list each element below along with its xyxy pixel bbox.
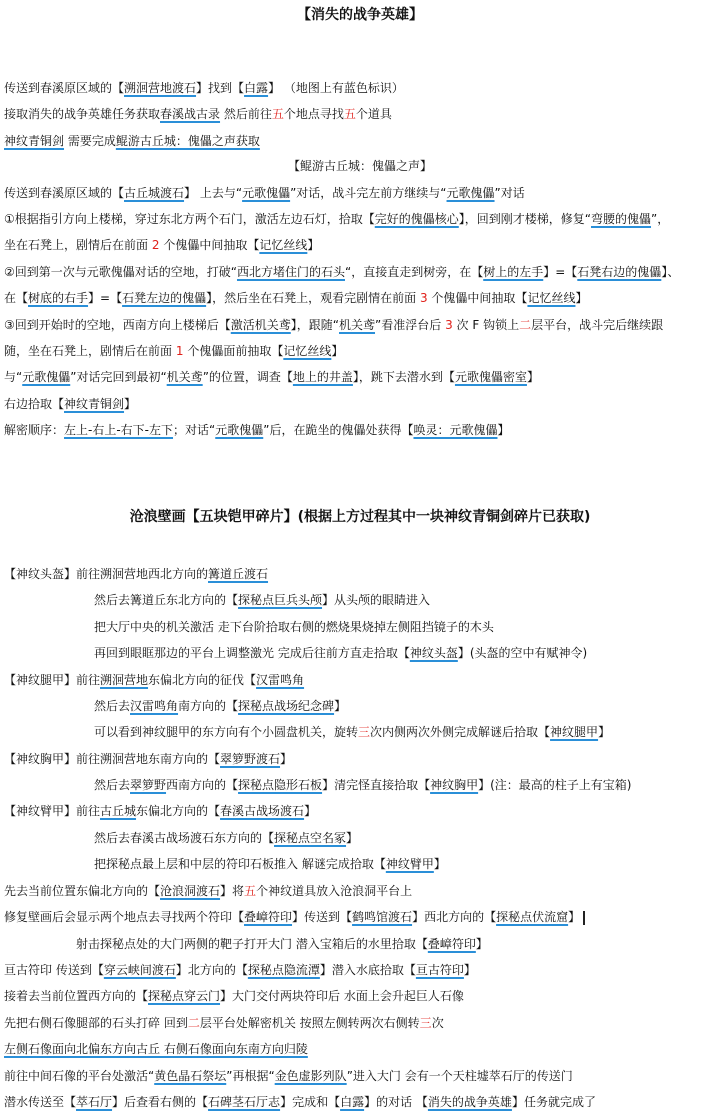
text-line: 然后去篝道丘东北方向的【探秘点巨兵头颅】从头颅的眼睛进入 xyxy=(94,593,431,607)
section-title-1: 【消失的战争英雄】 xyxy=(297,7,423,23)
text-line: 然后去汉雷鸣角南方向的【探秘点战场纪念碑】 xyxy=(94,699,347,713)
text-line: 【神纹头盔】前往溯洄营地西北方向的篝道丘渡石 xyxy=(4,567,269,581)
text-line: ①根据指引方向上楼梯，穿过东北方两个石门，激活左边石灯，拾取【完好的傀儡核心】，回到刚才楼梯，修复“弯腰的傀儡”， xyxy=(4,212,670,226)
text-line: 可以看到神纹腿甲的东方向有个小圆盘机关，旋转三次内侧两次外侧完成解谜后拾取【神纹腿甲】 xyxy=(94,725,611,739)
section-title-2: 沧浪壁画【五块铠甲碎片】(根据上方过程其中一块神纹青铜剑碎片已获取) xyxy=(129,509,591,525)
text-line: ②回到第一次与元歌傀儡对话的空地，打破“西北方堵住门的石头“，直接直走到树旁，在【树上的左手】=【石凳右边的傀儡】、 xyxy=(4,265,680,279)
text-line: 【神纹腿甲】前往溯洄营地东偏北方向的征伐【汉雷鸣角 xyxy=(4,673,305,687)
text-line: 右边拾取【神纹青铜剑】 xyxy=(4,397,137,411)
text-line: 坐在石凳上，剧情后在前面 2 个傀儡中间抽取【记忆丝线】 xyxy=(4,238,320,252)
text-line: 传送到春溪原区域的【古丘城渡石】 上去与“元歌傀儡”对话，战斗完左前方继续与“元歌傀儡”对话 xyxy=(4,186,525,200)
text-line: 【神纹臂甲】前往古丘城东偏北方向的【春溪古战场渡石】 xyxy=(4,804,317,818)
text-line: 接着去当前位置西方向的【探秘点穿云门】大门交付两块符印后 水面上会升起巨人石像 xyxy=(4,989,464,1003)
text-line: 亘古符印 传送到【穿云峡间渡石】北方向的【探秘点隐流潭】潜入水底拾取【亘古符印】 xyxy=(4,963,476,977)
text-cursor xyxy=(583,911,585,925)
text-line: 把大厅中央的机关激活 走下台阶拾取右侧的燃烧果烧掉左侧阻挡镜子的木头 xyxy=(94,620,494,634)
text-line: 传送到春溪原区域的【溯洄营地渡石】找到【白露】 （地图上有蓝色标识） xyxy=(4,81,404,95)
text-line: 然后去春溪古战场渡石东方向的【探秘点空名冢】 xyxy=(94,831,359,845)
text-line: 把探秘点最上层和中层的符印石板推入 解谜完成拾取【神纹臂甲】 xyxy=(94,857,446,871)
subsection-title: 【鲲游古丘城：傀儡之声】 xyxy=(287,159,432,173)
text-line: 先把右侧石像腿部的石头打碎 回到二层平台处解密机关 按照左侧转两次右侧转三次 xyxy=(4,1016,444,1030)
text-line: 前往中间石像的平台处激活“黄色晶石祭坛”再根据“金色虚影列队”进入大门 会有一个天柱墟萃石厅的传送门 xyxy=(4,1069,573,1083)
text-line: 先去当前位置东偏北方向的【沧浪洞渡石】将五个神纹道具放入沧浪洞平台上 xyxy=(4,884,413,898)
text-line: 潜水传送至【萃石厅】后查看右侧的【石碑茎石厅志】完成和【白露】的对话 【消失的战争英雄】任务就完成了 xyxy=(4,1095,596,1109)
text-line: 解密顺序：左上-右上-右下-左下；对话“元歌傀儡”后，在跪坐的傀儡处获得【唤灵：元歌傀儡】 xyxy=(4,423,510,437)
text-line: 修复壁画后会显示两个地点去寻找两个符印【叠嶂符印】传送到【鹤鸣馆渡石】西北方向的【探秘点伏流窟】 xyxy=(4,909,585,925)
text-line: 再回到眼眶那边的平台上调整激光 完成后往前方直走拾取【神纹头盔】(头盔的空中有赋神令) xyxy=(94,646,588,660)
text-line: 左侧石像面向北偏东方向古丘 右侧石像面向东南方向归陵 xyxy=(4,1042,308,1056)
text-line: 与“元歌傀儡”对话完回到最初“机关鸢”的位置，调查【地上的井盖】，跳下去潜水到【元歌傀儡密室】 xyxy=(4,370,539,384)
text-line: 然后去翠箩野西南方向的【探秘点隐形石板】清完怪直接拾取【神纹胸甲】(注：最高的柱子上有宝箱) xyxy=(94,778,632,792)
text-line: 神纹青铜剑 需要完成鲲游古丘城：傀儡之声获取 xyxy=(4,134,260,148)
text-line: 【神纹胸甲】前往溯洄营地东南方向的【翠箩野渡石】 xyxy=(4,752,293,766)
text-line: 在【树底的右手】=【石凳左边的傀儡】，然后坐在石凳上，观看完剧情在前面 3 个傀儡中间抽取【记忆丝线】 xyxy=(4,291,588,305)
text-line: 接取消失的战争英雄任务获取春溪战古录 然后前往五个地点寻找五个道具 xyxy=(4,107,392,121)
text-line: 射击探秘点处的大门两侧的靶子打开大门 潜入宝箱后的水里拾取【叠嶂符印】 xyxy=(76,937,488,951)
text-line: 随，坐在石凳上，剧情后在前面 1 个傀儡面前抽取【记忆丝线】 xyxy=(4,344,344,358)
text-line: ③回到开始时的空地，西南方向上楼梯后【激活机关鸢】，跟随“机关鸢”看准浮台后 3 次 F 钩锁上二层平台，战斗完后继续跟 xyxy=(4,318,664,332)
